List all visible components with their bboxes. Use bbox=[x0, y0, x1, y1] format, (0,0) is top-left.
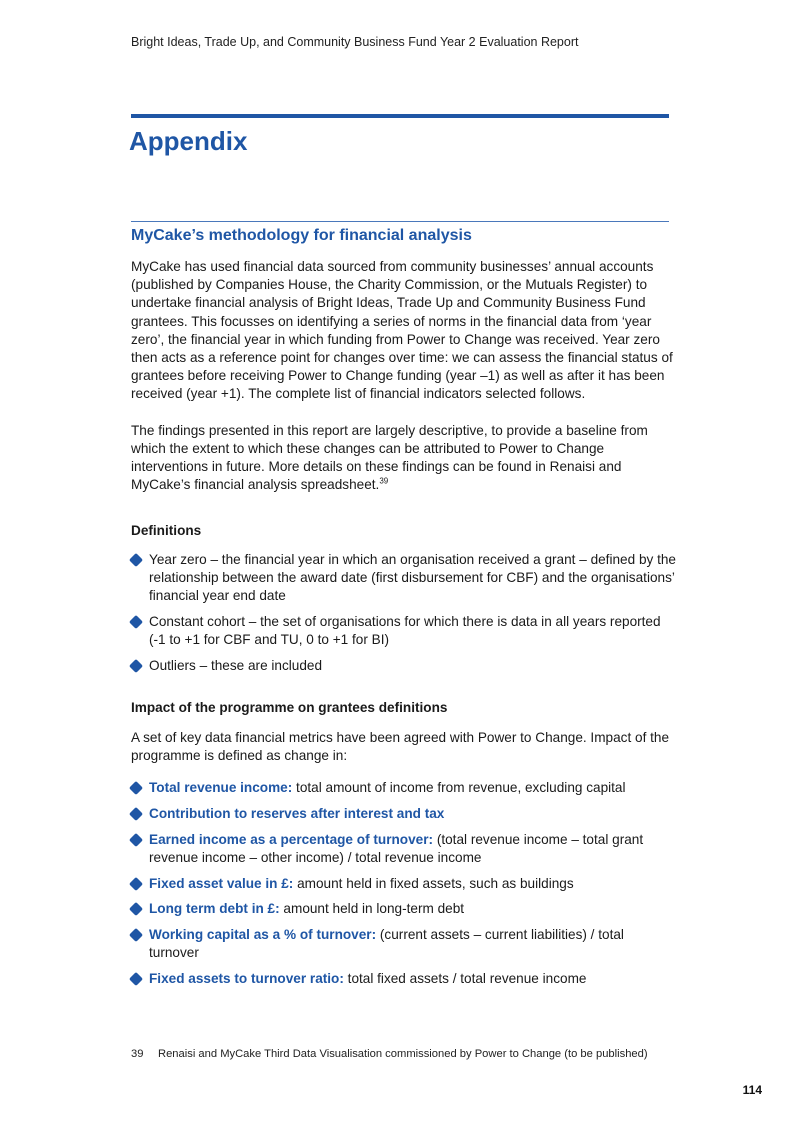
list-item bbox=[131, 779, 676, 797]
diamond-bullet-icon bbox=[129, 553, 143, 567]
metric-term: Contribution to reserves after interest and tax bbox=[149, 806, 445, 822]
list-item bbox=[131, 805, 676, 823]
diamond-bullet-icon bbox=[129, 659, 143, 673]
diamond-bullet-icon bbox=[129, 833, 143, 847]
definition-text: Year zero – the financial year in which an organisation received a grant – defined by the relationship between the award date (first disbursement for CBF) and the organisations’ financial year end date bbox=[149, 551, 676, 604]
metric-description: (total revenue income – total grant revenue income – other income) / total revenue income bbox=[149, 831, 644, 866]
diamond-bullet-icon bbox=[129, 877, 143, 891]
metric-term: Long term debt in £: bbox=[149, 901, 280, 917]
metrics-list bbox=[131, 779, 676, 988]
body-content bbox=[131, 258, 676, 988]
list-item bbox=[131, 875, 676, 893]
footnote bbox=[131, 1048, 648, 1060]
metric-term: Earned income as a percentage of turnover: bbox=[149, 831, 434, 847]
metric-term: Working capital as a % of turnover: bbox=[149, 927, 377, 943]
diamond-bullet-icon bbox=[129, 902, 143, 916]
definitions-list bbox=[131, 551, 676, 675]
metric-description: total amount of income from revenue, excluding capital bbox=[292, 780, 626, 796]
metric-description: (current assets – current liabilities) / total turnover bbox=[149, 927, 624, 961]
findings-paragraph bbox=[131, 422, 676, 495]
page-title: Appendix bbox=[129, 126, 248, 156]
section-heading: MyCake’s methodology for financial analysis bbox=[131, 227, 472, 244]
diamond-bullet-icon bbox=[129, 807, 143, 821]
list-item bbox=[131, 900, 676, 918]
definition-text: Constant cohort – the set of organisations for which there is data in all years reported (-1 to +1 for CBF and TU, 0 to +1 for BI) bbox=[149, 613, 661, 647]
definitions-heading: Definitions bbox=[131, 523, 202, 539]
diamond-bullet-icon bbox=[129, 972, 143, 986]
list-item bbox=[131, 831, 676, 867]
findings-text: The findings presented in this report are largely descriptive, to provide a baseline from which the extent to which these changes can be attributed to Power to Change interventions in future. More details on these findings can be found in Renaisi and MyCake’s financial analysis spreadsheet. bbox=[131, 422, 648, 493]
impact-intro: A set of key data financial metrics have been agreed with Power to Change. Impact of the programme is defined as change in: bbox=[131, 730, 670, 764]
metric-term: Total revenue income: bbox=[149, 780, 293, 796]
list-item bbox=[131, 970, 676, 988]
footnote-reference[interactable]: 39 bbox=[379, 476, 389, 486]
diamond-bullet-icon bbox=[129, 781, 143, 795]
metric-description: amount held in fixed assets, such as buildings bbox=[293, 875, 574, 891]
methodology-paragraph: MyCake has used financial data sourced from community businesses’ annual accounts (published by Companies House, the Charity Commission, or the Mutuals Register) to undertake financial analysis of Bright Ideas, Trade Up and Community Business Fund grantees. This focusses on identifying a series of norms in the financial data from ‘year zero’, the financial year in which funding from Power to Change was received. Year zero then acts as a reference point for changes over time: we can assess the financial status of grantees before receiving Power to Change funding (year –1) as well as after it has been received (year +1). The complete list of financial indicators selected follows. bbox=[131, 259, 673, 402]
running-header: Bright Ideas, Trade Up, and Community Business Fund Year 2 Evaluation Report bbox=[131, 35, 579, 49]
heading-divider bbox=[131, 114, 669, 118]
diamond-bullet-icon bbox=[129, 928, 143, 942]
diamond-bullet-icon bbox=[129, 615, 143, 629]
metric-description: amount held in long-term debt bbox=[279, 901, 465, 917]
section-divider bbox=[131, 221, 669, 222]
metric-term: Fixed asset value in £: bbox=[149, 875, 294, 891]
footnote-number: 39 bbox=[131, 1048, 144, 1060]
footnote-text: Renaisi and MyCake Third Data Visualisation commissioned by Power to Change (to be published) bbox=[158, 1048, 648, 1060]
metric-term: Fixed assets to turnover ratio: bbox=[149, 971, 344, 987]
definition-text: Outliers – these are included bbox=[149, 657, 323, 673]
impact-heading: Impact of the programme on grantees definitions bbox=[131, 699, 448, 715]
list-item bbox=[131, 657, 676, 675]
page-number: 114 bbox=[742, 1083, 762, 1097]
list-item bbox=[131, 613, 676, 649]
list-item bbox=[131, 551, 676, 606]
metric-description: total fixed assets / total revenue income bbox=[343, 971, 587, 987]
list-item bbox=[131, 926, 676, 962]
